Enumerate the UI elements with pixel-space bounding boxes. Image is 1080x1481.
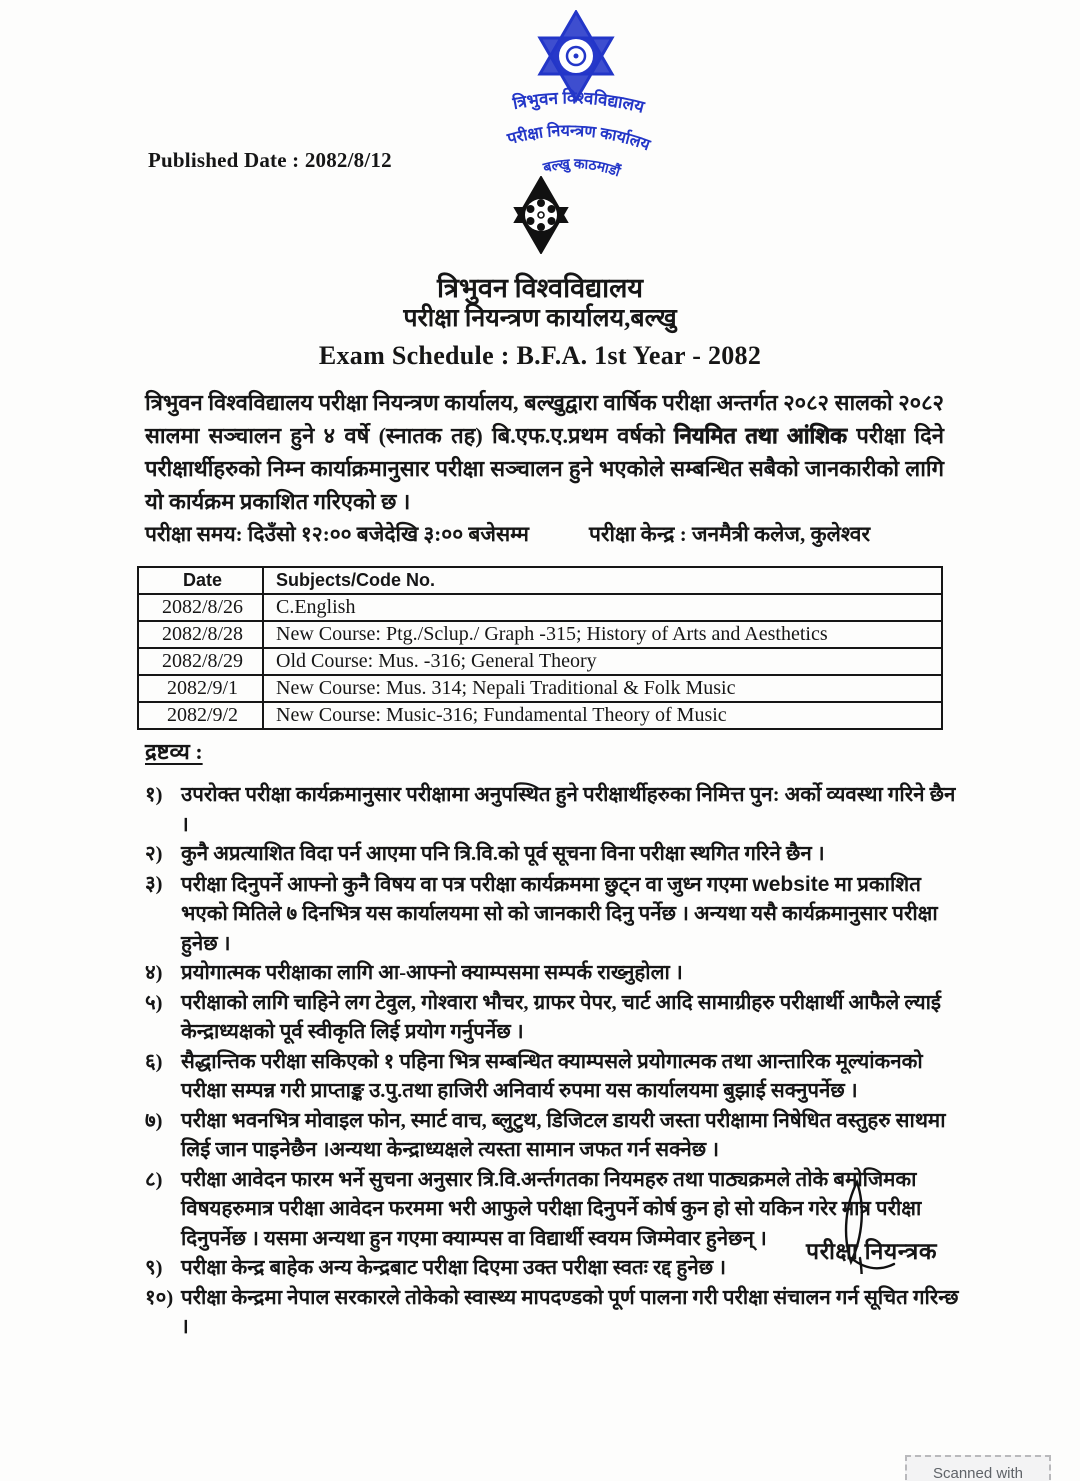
note-text-pre: परीक्षा भवनभित्र मोवाइल फोन, स्मार्ट वाच, ब्लुटुथ, डिजिटल डायरी जस्ता परीक्षामा निषेधित वस्तुहरु साथमा लिई जान पाइनेछैन ।अन्यथा केन्द्राध्यक्षले त्यस्ता सामान जफत गर्न सक्नेछ । <box>181 1109 946 1161</box>
note-number: १०) <box>145 1286 174 1309</box>
date-cell: 2082/9/1 <box>138 675 263 702</box>
note-text-pre: प्रयोगात्मक परीक्षाका लागि आ-आफ्नो क्याम्पसमा सम्पर्क राख्नुहोला । <box>181 962 683 984</box>
note-text-pre: परीक्षाको लागि चाहिने लग टेवुल, गोश्वारा भौचर, ग्राफर पेपर, चार्ट आदि सामाग्रीहरु परीक्षार्थी आफैले ल्याई केन्द्राध्यक्षको पूर्व स्वीकृति लिई प्रयोग गर्नुपर्नेछ । <box>181 991 941 1043</box>
exam-time: परीक्षा समय: दिउँसो १२:०० बजेदेखि ३:०० बजेसम्म <box>145 522 529 546</box>
note-number: ९) <box>145 1257 163 1279</box>
note-text-pre: उपरोक्त परीक्षा कार्यक्रमानुसार परीक्षामा अनुपस्थित हुने परीक्षार्थीहरुका निमित्त पुन: अर्को व्यवस्था गरिने छैन । <box>181 784 956 836</box>
note-item <box>145 870 963 960</box>
subject-cell: New Course: Music-316; Fundamental Theory of Music <box>263 702 942 729</box>
note-item <box>145 1048 963 1107</box>
note-number: ८) <box>145 1168 163 1191</box>
note-item <box>145 959 963 989</box>
exam-table-body <box>138 594 942 729</box>
exam-schedule-table <box>137 566 943 730</box>
date-cell: 2082/9/2 <box>138 702 263 729</box>
scan-badge-text: Scanned with <box>932 1465 1024 1481</box>
note-text-post: मा प्रकाशित भएको मितिले ७ दिनभित्र यस कार्यालयमा सो को जानकारी दिनु पर्नेछ । अन्यथा यसै कार्यक्रमानुसार परीक्षा हुनेछ । <box>181 873 938 955</box>
note-text-pre: परीक्षा आवेदन फारम भर्ने सुचना अनुसार त्रि.वि.अर्न्तगतका नियमहरु तथा पाठ्यक्रमले तोके बमोजिमका विषयहरुमात्र परीक्षा आवेदन फरममा भरी आफुले परीक्षा दिनुपर्ने कोर्ष कुन हो सो यकिन गरेर मात्र परीक्षा दिनुपर्नेछ । यसमा अन्यथा हुन गएमा क्याम्पस वा विद्यार्थी स्वयम जिम्मेवार हुनेछन् । <box>181 1168 922 1250</box>
date-cell: 2082/8/29 <box>138 648 263 675</box>
note-text-pre: सैद्धान्तिक परीक्षा सकिएको १ पहिना भित्र सम्बन्धित क्याम्पसले प्रयोगात्मक तथा आन्तारिक मूल्यांकनको परीक्षा सम्पन्न गरी प्राप्ताङ्क उ.पु.तथा हाजिरी अनिवार्य रुपमा यस कार्यालयमा बुझाई सक्नुपर्नेछ । <box>181 1050 923 1102</box>
table-row <box>138 702 942 729</box>
note-number: १) <box>145 784 163 806</box>
note-text <box>181 959 963 989</box>
exam-info-line <box>145 520 945 548</box>
intro-emphasis: नियमित तथा आंशिक <box>673 423 848 448</box>
signature-title: परीक्षा नियन्त्रक <box>806 1239 938 1264</box>
table-row <box>138 648 942 675</box>
note-text <box>181 781 963 840</box>
note-item <box>145 1107 963 1166</box>
tu-star-emblem-icon <box>498 176 584 254</box>
note-item <box>145 989 963 1048</box>
svg-text:त्रिभुवन विश्वविद्यालय <box>510 87 647 117</box>
subjects-column-header: Subjects/Code No. <box>263 567 942 594</box>
exam-center: परीक्षा केन्द्र : जनमैत्री कलेज, कुलेश्वर <box>588 522 871 546</box>
note-text-latin: website <box>752 872 830 896</box>
stamp-line-2: परीक्षा नियन्त्रण कार्यालय <box>505 122 653 155</box>
note-number: २) <box>145 843 163 865</box>
note-number: ६) <box>145 1050 163 1073</box>
organization-name: त्रिभुवन विश्वविद्यालय <box>436 273 644 303</box>
note-text-pre: परीक्षा केन्द्र बाहेक अन्य केन्द्रबाट परीक्षा दिएमा उक्त परीक्षा स्वतः रद्द हुनेछ । <box>181 1257 726 1279</box>
date-column-header: Date <box>138 567 263 594</box>
note-text-pre: कुनै अप्रत्याशित विदा पर्न आएमा पनि त्रि.वि.को पूर्व सूचना विना परीक्षा स्थगित गरिने छैन । <box>181 843 825 865</box>
note-text-pre: परीक्षा दिनुपर्ने आफ्नो कुनै विषय वा पत्र परीक्षा कार्यक्रममा छुट्न वा जुध्न गएमा <box>181 873 753 896</box>
note-number: ३) <box>145 872 163 895</box>
intro-paragraph <box>145 386 944 518</box>
note-text <box>181 989 963 1048</box>
subject-cell: New Course: Mus. 314; Nepali Traditional & Folk Music <box>263 675 942 702</box>
date-cell: 2082/8/26 <box>138 594 263 621</box>
subject-cell: Old Course: Mus. -316; General Theory <box>263 648 942 675</box>
note-item <box>145 1284 963 1343</box>
svg-text:परीक्षा नियन्त्रण कार्यालय <box>505 121 653 155</box>
note-number: ७) <box>145 1109 163 1132</box>
note-text <box>181 1284 963 1343</box>
table-row <box>138 675 942 702</box>
published-date: Published Date : 2082/8/12 <box>148 148 392 172</box>
subject-cell: New Course: Ptg./Sclup./ Graph -315; History of Arts and Aesthetics <box>263 621 942 648</box>
intro-part1: त्रिभुवन विश्वविद्यालय परीक्षा नियन्त्रण कार्यालय, बल्खुद्वारा वार्षिक परीक्षा अन्तर्गत २०८२ सालको २०८२ सालमा सञ्चालन हुने ४ वर्षे (स्नातक तह) बि.एफ.ए.प्रथम वर्षको <box>145 390 944 448</box>
note-text-pre: परीक्षा केन्द्रमा नेपाल सरकारले तोकेको स्वास्थ्य मापदण्डको पूर्ण पालना गरी परीक्षा संचालन गर्न सूचित गरिन्छ । <box>181 1286 959 1338</box>
note-number: ४) <box>145 962 163 984</box>
date-cell: 2082/8/28 <box>138 621 263 648</box>
note-number: ५) <box>145 991 163 1014</box>
table-header-row <box>138 567 942 594</box>
exam-schedule-title: Exam Schedule : B.F.A. 1st Year - 2082 <box>318 341 762 370</box>
notes-heading: द्रष्टव्य : <box>145 739 203 764</box>
note-item <box>145 781 963 840</box>
intro-part2: परीक्षा दिने परीक्षार्थीहरुको निम्न कार्याक्रमानुसार परीक्षा सञ्चालन हुने भएकोले सम्बन्धित सबैको जानकारीको लागि यो कार्यक्रम प्रकाशित गरिएको छ । <box>145 423 944 514</box>
note-text <box>181 1107 963 1166</box>
office-name: परीक्षा नियन्त्रण कार्यालय,बल्खु <box>403 305 677 332</box>
university-stamp-icon <box>462 10 692 202</box>
table-row <box>138 594 942 621</box>
scan-app-badge <box>905 1455 1051 1481</box>
stamp-line-1: त्रिभुवन विश्वविद्यालय <box>511 88 647 117</box>
subject-cell: C.English <box>263 594 942 621</box>
table-row <box>138 621 942 648</box>
note-text <box>181 1048 963 1107</box>
note-item <box>145 840 963 870</box>
note-text <box>181 870 963 960</box>
stamp-line-3: बल्खु काठमाडौं <box>541 157 622 181</box>
note-text <box>181 840 963 870</box>
